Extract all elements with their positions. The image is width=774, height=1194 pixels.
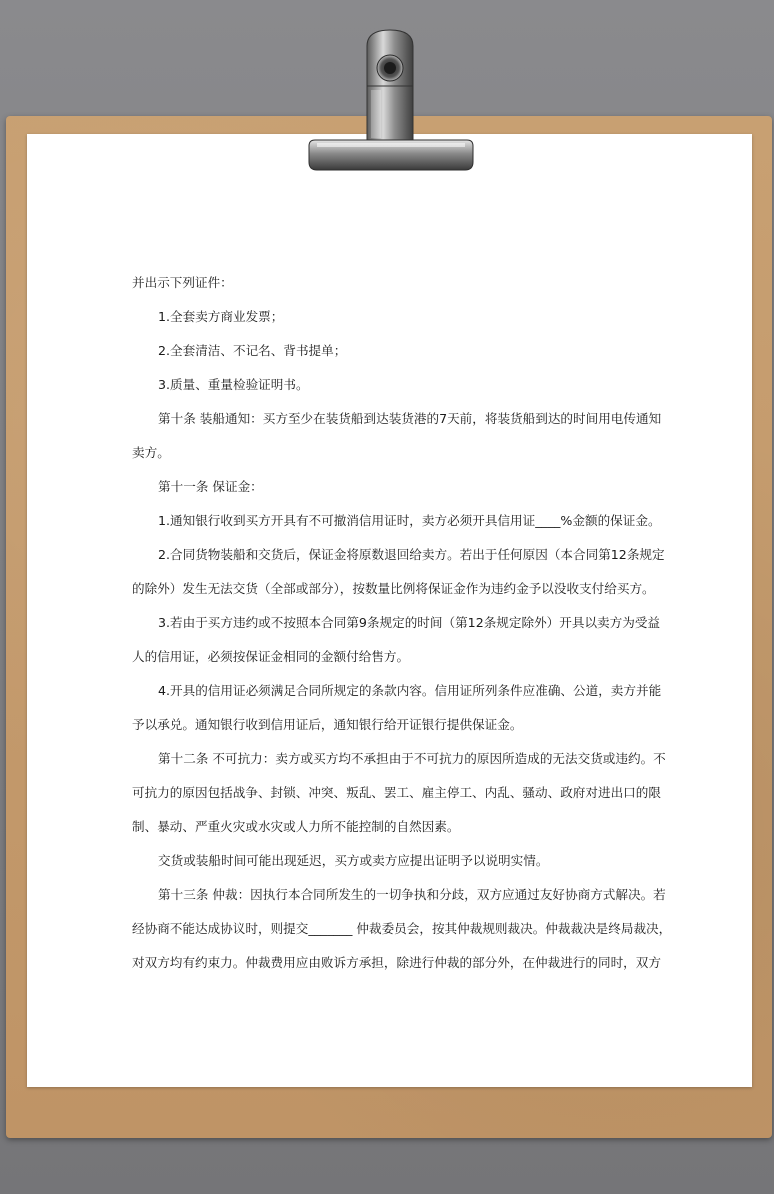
doc-line: 制、暴动、严重火灾或水灾或人力所不能控制的自然因素。 bbox=[132, 819, 460, 834]
doc-line: 第十条 装船通知：买方至少在装货船到达装货港的7天前，将装货船到达的时间用电传通知 bbox=[158, 411, 662, 426]
doc-line: 2.全套清洁、不记名、背书提单； bbox=[158, 343, 347, 358]
doc-line: 对双方均有约束力。仲裁费用应由败诉方承担，除进行仲裁的部分外，在仲裁进行的同时，双方 bbox=[132, 955, 661, 970]
doc-line: 人的信用证，必须按保证金相同的金额付给售方。 bbox=[132, 649, 410, 664]
doc-line: 的除外）发生无法交货（全部或部分），按数量比例将保证金作为违约金予以没收支付给买方。 bbox=[132, 581, 655, 596]
doc-line: 第十二条 不可抗力：卖方或买方均不承担由于不可抗力的原因所造成的无法交货或违约。不 bbox=[158, 751, 666, 766]
doc-line: 3.质量、重量检验证明书。 bbox=[158, 377, 309, 392]
doc-line: 第十三条 仲裁：因执行本合同所发生的一切争执和分歧，双方应通过友好协商方式解决。若 bbox=[158, 887, 666, 902]
doc-line: 经协商不能达成协议时，则提交_______ 仲裁委员会，按其仲裁规则裁决。仲裁裁决是终局裁决， bbox=[132, 921, 672, 936]
doc-line: 可抗力的原因包括战争、封锁、冲突、叛乱、罢工、雇主停工、内乱、骚动、政府对进出口的限 bbox=[132, 785, 661, 800]
doc-line: 并出示下列证件： bbox=[132, 275, 233, 290]
document-body bbox=[132, 266, 672, 980]
doc-line: 第十一条 保证金： bbox=[158, 479, 263, 494]
binder-clip-plate-icon bbox=[307, 138, 475, 172]
binder-clip-icon bbox=[361, 28, 419, 143]
doc-line: 卖方。 bbox=[132, 445, 170, 460]
doc-line: 4.开具的信用证必须满足合同所规定的条款内容。信用证所列条件应准确、公道，卖方并能 bbox=[158, 683, 662, 698]
doc-line: 予以承兑。通知银行收到信用证后，通知银行给开证银行提供保证金。 bbox=[132, 717, 523, 732]
doc-line: 1.通知银行收到买方开具有不可撤消信用证时，卖方必须开具信用证____%金额的保证金。 bbox=[158, 513, 661, 528]
doc-line: 交货或装船时间可能出现延迟，买方或卖方应提出证明予以说明实情。 bbox=[158, 853, 549, 868]
doc-line: 3.若由于买方违约或不按照本合同第9条规定的时间（第12条规定除外）开具以卖方为受益 bbox=[158, 615, 661, 630]
doc-line: 2.合同货物装船和交货后，保证金将原数退回给卖方。若出于任何原因（本合同第12条规定 bbox=[158, 547, 665, 562]
doc-line: 1.全套卖方商业发票； bbox=[158, 309, 284, 324]
